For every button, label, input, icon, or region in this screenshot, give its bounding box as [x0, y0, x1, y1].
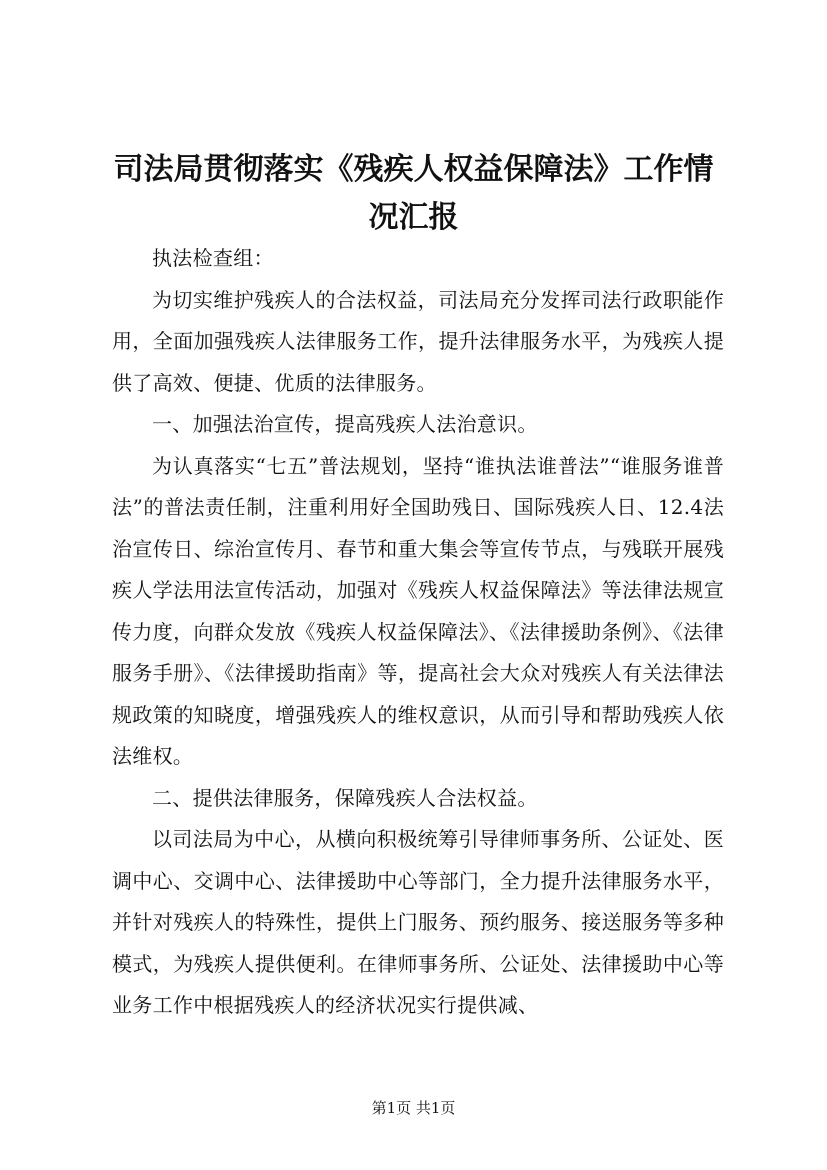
paragraph-section-1: 为认真落实“七五”普法规划，坚持“谁执法谁普法”“谁服务谁普法”的普法责任制，注重利用好全国助残日、国际残疾人日、12.4法治宣传日、综治宣传月、春节和重大集会等宣传节点，与残联开展残疾人学法用法宣传活动，加强对《残疾人权益保障法》等法律法规宣传力度，向群众发放《残疾人权益保障法》、《法律援助条例》、《法律服务手册》、《法律援助指南》等，提高社会大众对残疾人有关法律法规政策的知晓度，增强残疾人的维权意识，从而引导和帮助残疾人依法维权。 — [112, 453, 724, 768]
section-heading-2: 二、提供法律服务，保障残疾人合法权益。 — [152, 785, 538, 810]
page-number-footer: 第1页 共1页 — [371, 1099, 456, 1117]
section-heading-1: 一、加强法治宣传，提高残疾人法治意识。 — [152, 412, 538, 436]
paragraph-section-2: 以司法局为中心，从横向积极统筹引导律师事务所、公证处、医调中心、交调中心、法律援助中心等部门，全力提升法律服务水平，并针对残疾人的特殊性，提供上门服务、预约服务、接送服务等多种模式，为残疾人提供便利。在律师事务所、公证处、法律援助中心等业务工作中根据残疾人的经济状况实行提供减、 — [112, 827, 724, 1017]
paragraph-intro: 为切实维护残疾人的合法权益，司法局充分发挥司法行政职能作用，全面加强残疾人法律服务工作，提升法律服务水平，为残疾人提供了高效、便捷、优质的法律服务。 — [112, 287, 724, 395]
salutation: 执法检查组： — [152, 246, 274, 270]
document-body — [112, 238, 724, 1027]
document-title: 司法局贯彻落实《残疾人权益保障法》工作情况汇报 — [113, 152, 714, 235]
